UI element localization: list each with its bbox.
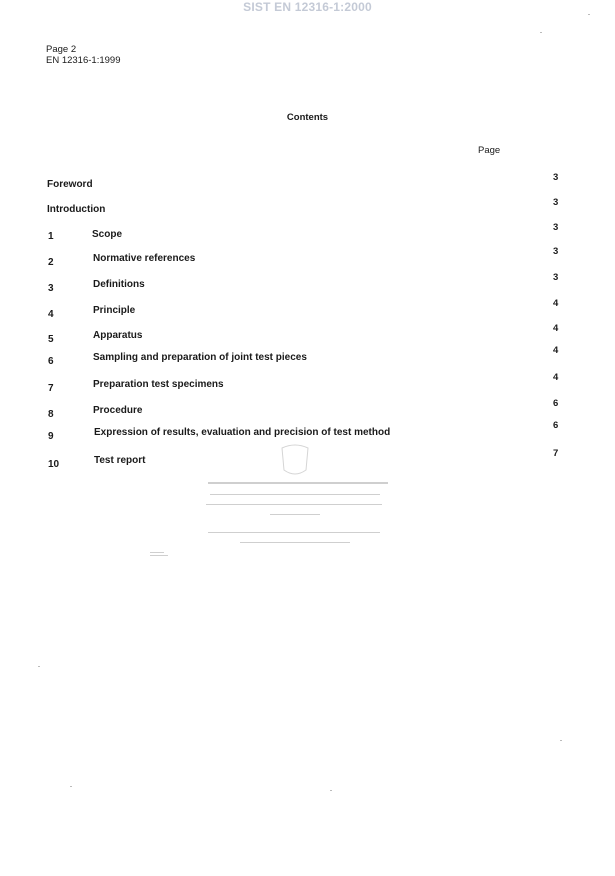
toc-page: 3 [553,222,559,233]
toc-entry-1 [0,222,615,245]
toc-page: 4 [553,372,559,383]
page-number: Page 2 [46,44,77,55]
toc-page: 4 [553,323,559,334]
toc-number: 2 [48,257,54,268]
toc-entry-2 [0,246,615,269]
toc-number: 5 [48,334,54,345]
toc-title: Scope [92,229,123,240]
page-column-label: Page [478,145,501,156]
toc-entry-7 [0,372,615,395]
toc-title: Principle [93,305,136,316]
toc-page: 3 [553,197,559,208]
toc-page: 6 [553,398,559,409]
toc-title: Introduction [47,204,106,215]
toc-number: 6 [48,356,54,367]
toc-title: Apparatus [93,330,143,341]
toc-entry-5 [0,323,615,346]
toc-page: 3 [553,246,559,257]
watermark: SIST EN 12316-1:2000 [243,0,372,14]
toc-entry-4 [0,298,615,321]
toc-number: 7 [48,383,54,394]
toc-title: Definitions [93,279,145,290]
toc-number: 8 [48,409,54,420]
toc-title: Expression of results, evaluation and precision of test method [94,427,391,438]
toc-title: Test report [94,455,146,466]
standard-number: EN 12316-1:1999 [46,55,121,66]
toc-entry-3 [0,272,615,295]
toc-number: 10 [48,459,60,470]
toc-title: Sampling and preparation of joint test pieces [93,352,307,363]
contents-heading: Contents [286,112,329,123]
toc-title: Normative references [93,253,196,264]
toc-number: 3 [48,283,54,294]
toc-page: 7 [553,448,559,459]
toc-title: Procedure [93,405,143,416]
toc-number: 9 [48,431,54,442]
toc-title: Preparation test specimens [93,379,224,390]
toc-entry-introduction [0,197,615,220]
toc-page: 3 [553,172,559,183]
toc-entry-6 [0,345,615,368]
toc-page: 6 [553,420,559,431]
toc-page: 4 [553,298,559,309]
toc-entry-8 [0,398,615,421]
toc-entry-foreword [0,172,615,195]
toc-page: 4 [553,345,559,356]
toc-number: 4 [48,309,54,320]
toc-page: 3 [553,272,559,283]
toc-title: Foreword [47,179,93,190]
toc-number: 1 [48,231,54,242]
approval-stamp [200,440,390,560]
